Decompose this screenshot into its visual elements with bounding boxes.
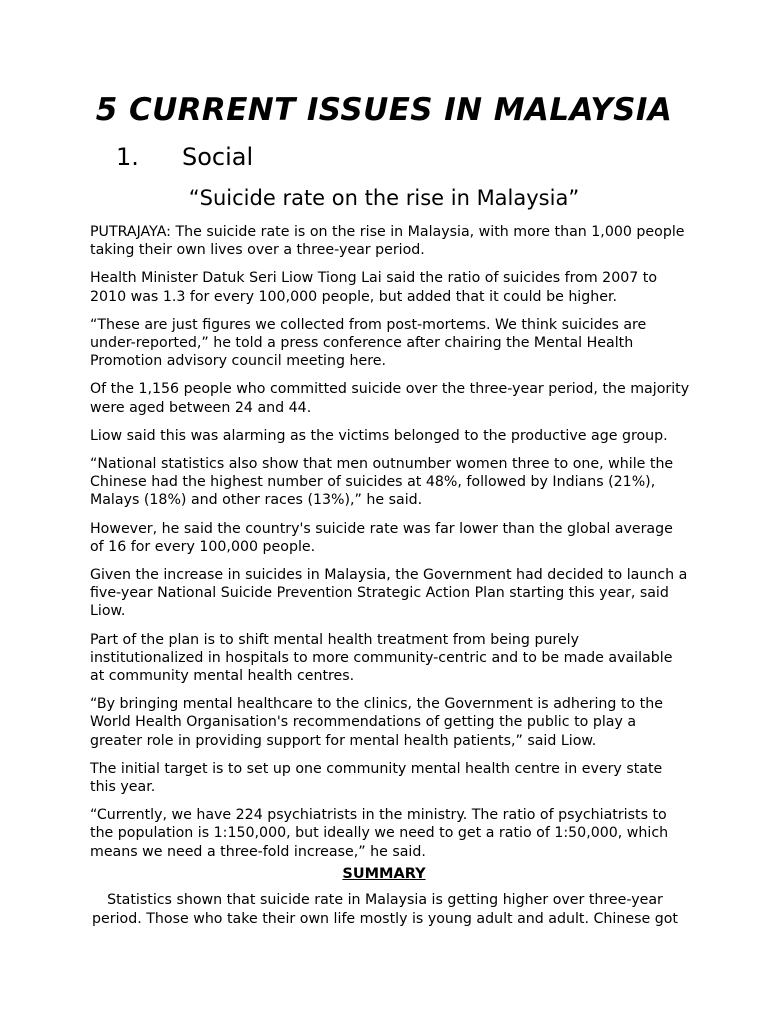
paragraph: “Currently, we have 224 psychiatrists in the ministry. The ratio of psychiatrists to the population is 1:150,000, but ideally we need to get a ratio of 1:50,000, which means we need a three-fold increase,” he said. <box>90 807 669 860</box>
paragraph: Given the increase in suicides in Malaysia, the Government had decided to launch a five-year National Suicide Prevention Strategic Action Plan starting this year, said Liow. <box>90 567 688 620</box>
summary-heading: SUMMARY <box>342 866 426 882</box>
paragraph: Part of the plan is to shift mental health treatment from being purely institutionalized in hospitals to more community-centric and to be made available at community mental health centres. <box>90 631 673 685</box>
section-label: Social <box>182 143 254 171</box>
section-heading <box>116 140 253 174</box>
paragraph: “These are just figures we collected from post-mortems. We think suicides are under-reported,” he told a press conference after chairing the Mental Health Promotion advisory council meeting here. <box>90 316 647 370</box>
paragraph: PUTRAJAYA: The suicide rate is on the rise in Malaysia, with more than 1,000 people taking their own lives over a three-year period. <box>90 224 685 259</box>
summary-text: Statistics shown that suicide rate in Malaysia is getting higher over three-year period. Those who take their own life mostly is young adult and adult. Chinese got <box>92 892 678 927</box>
paragraph: Liow said this was alarming as the victims belonged to the productive age group. <box>90 427 668 444</box>
paragraph: The initial target is to set up one community mental health centre in every state this year. <box>90 760 663 796</box>
paragraph: “National statistics also show that men outnumber women three to one, while the Chinese had the highest number of suicides at 48%, followed by Indians (21%), Malays (18%) and other races (13%),” he said. <box>90 456 674 509</box>
section-number: 1. <box>116 143 139 171</box>
document-title: 5 CURRENT ISSUES IN MALAYSIA <box>95 92 673 128</box>
paragraph: “By bringing mental healthcare to the clinics, the Government is adhering to the World Health Organisation's recommendations of getting the public to play a greater role in providing support for mental health patients,” said Liow. <box>90 696 663 749</box>
article-headline: “Suicide rate on the rise in Malaysia” <box>188 186 580 210</box>
paragraph: However, he said the country's suicide rate was far lower than the global average of 16 for every 100,000 people. <box>90 520 673 555</box>
article-body <box>90 223 690 871</box>
paragraph: Of the 1,156 people who committed suicide over the three-year period, the majority were aged between 24 and 44. <box>90 381 690 416</box>
paragraph: Health Minister Datuk Seri Liow Tiong Lai said the ratio of suicides from 2007 to 2010 was 1.3 for every 100,000 people, but added that it could be higher. <box>90 270 658 305</box>
